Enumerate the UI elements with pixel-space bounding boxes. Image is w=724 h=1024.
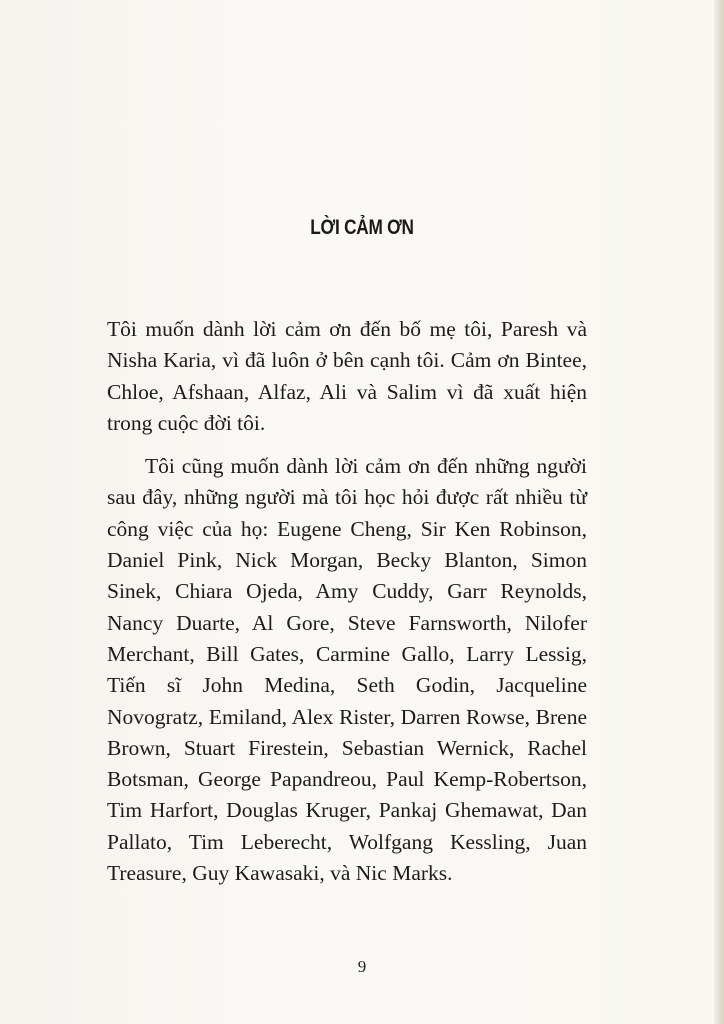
text-line: Alex Rister, Darren Rowse, Brene Brown, Stuart [107, 704, 587, 760]
text-line: Sir Ken Robinson, Daniel Pink, Nick Morgan, [107, 516, 588, 573]
body-text [107, 314, 587, 889]
chapter-heading: LỜI CẢM ƠN [310, 216, 414, 239]
text-line: Carmine Gallo, Larry Lessig, Tiến sĩ John Medina, [107, 641, 588, 698]
text-line: Seth Godin, Jacqueline Novogratz, Emiland, [107, 673, 587, 729]
text-line: xuất hiện trong cuộc đời tôi. [107, 379, 587, 435]
page-edge [714, 0, 724, 1024]
text-line: Bintee, Chloe, Afshaan, Alfaz, Ali và Salim vì đã [107, 348, 587, 404]
text-line: Tôi cũng muốn dành lời cảm ơn đến những [145, 454, 530, 479]
text-line: Treasure, Guy Kawasaki, và Nic Marks. [107, 861, 453, 886]
text-line: Tôi muốn dành lời cảm ơn đến bố mẹ tôi, Paresh [107, 317, 559, 341]
text-line: rất nhiều từ công việc của họ: Eugene Cheng, [107, 485, 587, 541]
page-number: 9 [357, 957, 367, 976]
text-line: Becky Blanton, Simon Sinek, Chiara Ojeda, Amy [107, 548, 588, 604]
paragraph-2 [107, 451, 587, 889]
paragraph-1 [107, 314, 587, 439]
text-line: Pallato, Tim Leberecht, Wolfgang Kessling, Juan [107, 829, 587, 854]
text-line: Harfort, Douglas Kruger, Pankaj Ghemawat, Dan [149, 798, 587, 823]
text-line: Cuddy, Garr Reynolds, Nancy Duarte, Al Gore, [107, 579, 587, 635]
text-line: George Papandreou, Paul Kemp-Robertson, Tim [107, 767, 588, 823]
text-line: Firestein, Sebastian Wernick, Rachel Botsman, [107, 735, 588, 792]
text-line: và Nisha Karia, vì đã luôn ở bên cạnh tôi. Cảm ơn [107, 317, 587, 373]
text-line: Steve Farnsworth, Nilofer Merchant, Bill Gates, [107, 610, 588, 666]
text-line: người sau đây, những người mà tôi học hỏi được [107, 454, 587, 510]
